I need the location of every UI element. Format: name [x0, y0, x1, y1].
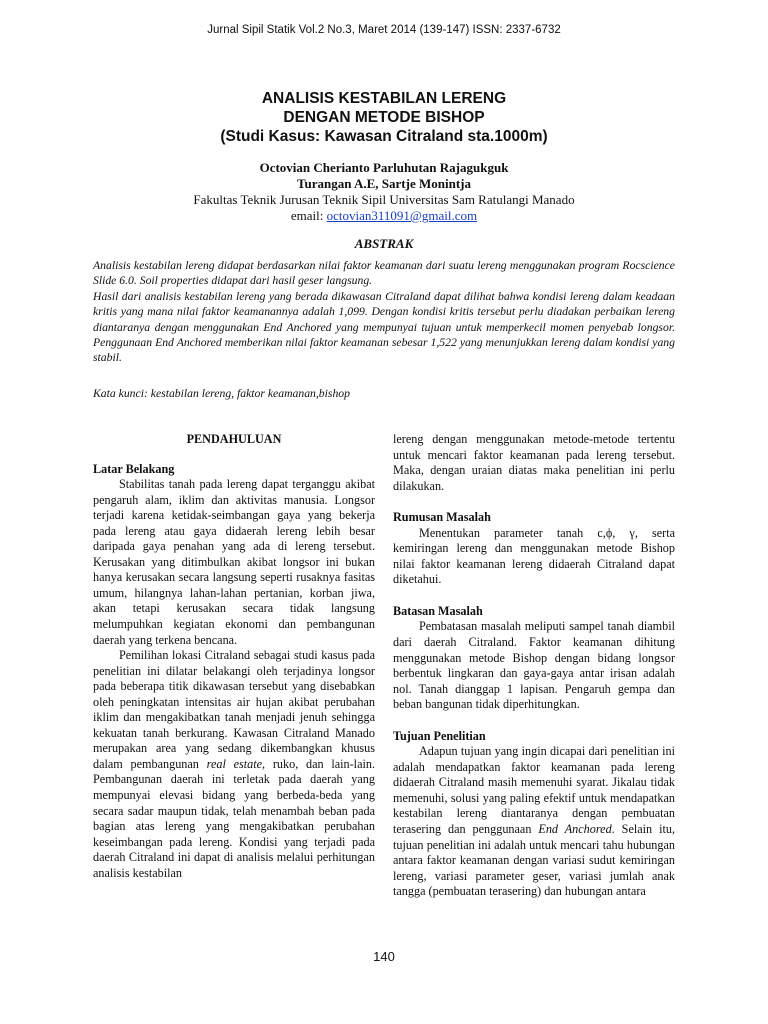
text-run: . Selain itu, tujuan penelitian ini adalah untuk mencari tahu hubungan antara faktor keamanan dengan variasi sudut kemiringan lereng, variasi parameter geser, variasi jumlah anak tangga (pembuatan terasering) dan hubungan antara	[393, 822, 675, 899]
paper-title	[0, 89, 768, 146]
abstract-heading: ABSTRAK	[354, 236, 414, 251]
subsection-tujuan-penelitian: Tujuan Penelitian	[393, 728, 486, 743]
title-line-1: ANALISIS KESTABILAN LERENG	[261, 90, 507, 107]
email-link[interactable]: octovian311091@gmail.com	[326, 208, 478, 223]
body-paragraph: Menentukan parameter tanah c,ϕ, γ, serta kemiringan lereng dan menggunakan metode Bishop nilai faktor keamanan lereng didaerah Citraland dapat diketahui.	[393, 525, 675, 587]
email-label: email:	[290, 208, 327, 223]
right-column	[393, 432, 675, 900]
author-line-1: Octovian Cherianto Parluhutan Rajagukguk	[259, 160, 509, 175]
body-paragraph	[93, 648, 375, 881]
subsection-latar-belakang: Latar Belakang	[93, 461, 175, 476]
keywords: Kata kunci: kestabilan lereng, faktor keamanan,bishop	[93, 387, 350, 400]
abstract-body	[93, 258, 675, 366]
author-line-2: Turangan A.E, Sartje Monintja	[297, 176, 471, 191]
subsection-rumusan-masalah: Rumusan Masalah	[393, 510, 491, 525]
email-line	[0, 208, 768, 224]
subsection-batasan-masalah: Batasan Masalah	[393, 603, 483, 618]
body-paragraph	[393, 744, 675, 899]
running-head: Jurnal Sipil Statik Vol.2 No.3, Maret 2014 (139-147) ISSN: 2337-6732	[207, 24, 561, 36]
body-paragraph: lereng dengan menggunakan metode-metode tertentu untuk mencari faktor keamanan pada lereng tersebut. Maka, dengan uraian diatas maka penelitian ini perlu dilakukan.	[393, 432, 675, 493]
section-title-pendahuluan: PENDAHULUAN	[186, 432, 282, 446]
italic-text: real estate,	[206, 756, 266, 771]
affiliation: Fakultas Teknik Jurusan Teknik Sipil Universitas Sam Ratulangi Manado	[193, 192, 575, 207]
text-run: ruko, dan lain-lain. Pembangunan daerah ini terletak pada daerah yang mempunyai elevasi bidang yang berbeda-beda yang secara sadar maupun tidak, telah menambah beban pada bagian atas lereng yang mengakibatkan perubahan keseimbangan pada lereng. Kondisi yang terjadi pada daerah Citraland ini dapat di analisis melalui perhitungan analisis kestabilan	[93, 756, 376, 880]
left-column	[93, 432, 375, 881]
body-paragraph: Pembatasan masalah meliputi sampel tanah diambil dari daerah Citraland. Faktor keamanan dihitung menggunakan metode Bishop dengan bidang longsor berbentuk lingkaran dan gaya-gaya antar irisan adalah nol. Tanah dianggap 1 lapisan. Pengaruh gempa dan beban bangunan tidak diperhitungkan.	[393, 619, 675, 712]
text-run: Adapun tujuan yang ingin dicapai dari penelitian ini adalah mendapatkan faktor keamanan pada lereng didaerah Citraland masih memenuhi syarat. Jikalau tidak memenuhi, solusi yang paling efektif untuk mendapatkan kestabilan lereng diantaranya dengan pembuatan terasering dan penggunaan	[393, 744, 675, 837]
title-line-3: (Studi Kasus: Kawasan Citraland sta.1000m)	[220, 128, 548, 145]
title-line-2: DENGAN METODE BISHOP	[283, 109, 485, 126]
italic-text: End Anchored	[538, 822, 612, 837]
text-run: Pemilihan lokasi Citraland sebagai studi kasus pada penelitian ini dilatar belakangi oleh terjadinya longsor pada beberapa titik dikawasan tersebut yang disebabkan oleh peningkatan intensitas air hujan akibat perubahan iklim dan mengakibatkan tanah menjadi jenuh sehingga kekuatan tanah berkurang. Kawasan Citraland Manado merupakan area yang sedang dikembangkan khusus dalam pembangunan	[93, 648, 375, 771]
abstract-paragraph-1: Analisis kestabilan lereng didapat berdasarkan nilai faktor keamanan dari suatu lereng menggunakan program Rocscience Slide 6.0. Soil properties didapat dari hasil geser langsung.	[93, 259, 675, 288]
page-number: 140	[373, 949, 395, 964]
abstract-paragraph-2: Hasil dari analisis kestabilan lereng yang berada dikawasan Citraland dapat dilihat bahwa kondisi lereng dalam keadaan kritis yang mana nilai faktor keamanannya adalah 1,099. Dengan kondisi kritis tersebut perlu diadakan perbaikan lereng diantaranya dengan menggunakan End Anchored yang mempunyai tujuan untuk memperkecil momen penyebab longsor. Penggunaan End Anchored memberikan nilai faktor keamanan sebesar 1,522 yang menunjukkan lereng dalam kondisi yang stabil.	[93, 289, 675, 365]
author-block	[0, 160, 768, 224]
body-paragraph: Stabilitas tanah pada lereng dapat terganggu akibat pengaruh alam, iklim dan aktivitas manusia. Longsor terjadi karena ketidak-seimbangan gaya yang bekerja pada lereng atau gaya didaerah lereng lebih besar daripada gaya penahan yang ada di lereng tersebut. Kerusakan yang ditimbulkan akibat longsor ini bukan hanya kerusakan secara langsung seperti rusaknya fasitas umum, hilangnya lahan-lahan pertanian, korban jiwa, akan tetapi kerusakan secara tidak langsung melumpuhkan kegiatan ekonomi dan pembangunan daerah yang terkena bencana.	[93, 477, 375, 647]
